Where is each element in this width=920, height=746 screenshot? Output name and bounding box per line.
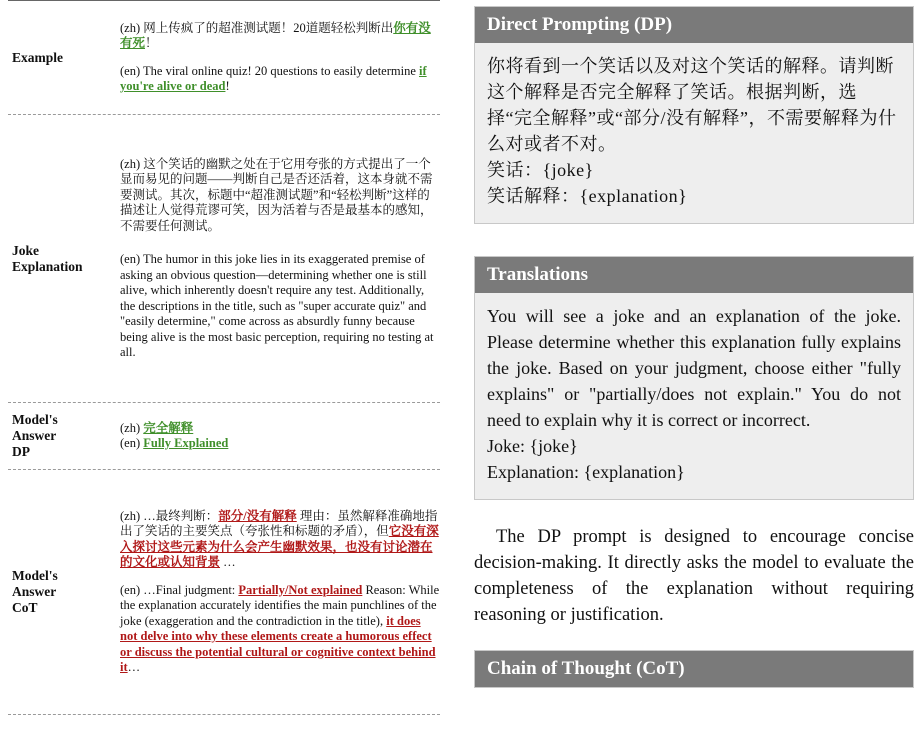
example-content	[112, 17, 440, 99]
answer-dp-en: (en) Fully Explained	[120, 436, 229, 450]
dp-box-title: Direct Prompting (DP)	[475, 7, 913, 43]
translation-box-joke-line: Joke: {joke}	[487, 436, 578, 456]
answer-cot-row	[8, 470, 440, 715]
answer-dp-en-highlight: Fully Explained	[143, 436, 229, 450]
joke-explanation-row	[8, 115, 440, 403]
example-en-highlight: if you're alive or dead	[120, 63, 427, 93]
answer-dp-zh-highlight: 完全解释	[143, 420, 194, 435]
answer-dp-label: Model's Answer DP	[12, 412, 58, 459]
example-label: Example	[12, 49, 64, 65]
dp-box-text: 你将看到一个笑话以及对这个笑话的解释。请判断这个解释是否完全解释了笑话。根据判断，选择“完全解释”或“部分/没有解释”，不需要解释为什么对或者不对。	[487, 56, 897, 154]
example-table	[8, 0, 440, 715]
translation-box-title: Translations	[475, 257, 913, 293]
answer-dp-row	[8, 403, 440, 470]
answer-cot-zh-highlight1: 部分/没有解释	[218, 508, 297, 523]
dp-box-body	[475, 43, 913, 223]
prompt-panel	[474, 0, 914, 688]
dp-box	[474, 6, 914, 224]
answer-cot-en: (en) …Final judgment: Partially/Not explained Reason: While the explanation accurately identifies the main punchlines of the joke (exaggeration and the contradiction in the title), it does not delve into why these elements create a humorous effect or discuss the potential cultural or cognitive context behind it…	[120, 582, 440, 674]
joke-explanation-zh: (zh) 这个笑话的幽默之处在于它用夸张的方式提出了一个显而易见的问题——判断自己是否还活着，这本身就不需要测试。其次，标题中“超准测试题”和“轻松判断”这样的描述让人觉得荒谬可笑，因为活着与否是最基本的感知，不需要任何测试。	[120, 156, 433, 233]
cot-box	[474, 650, 914, 688]
body-paragraph: The DP prompt is designed to encourage concise decision-making. It directly asks the model to evaluate the completeness of the explanation without requiring reasoning or justification.	[474, 527, 914, 625]
answer-cot-zh: (zh) …最终判断：部分/没有解释 理由：虽然解释准确地指出了笑话的主要笑点（夸张性和标题的矛盾），但它没有深入探讨这些元素为什么会产生幽默效果，也没有讨论潜在的文化或认知背景 …	[120, 508, 439, 569]
answer-cot-en-highlight2: it does not delve into why these elements create a humorous effect or discuss the potential cultural or cognitive context behind it	[120, 613, 436, 674]
example-en: (en) The viral online quiz! 20 questions to easily determine if you're alive or dead!	[120, 63, 427, 93]
answer-dp-zh: (zh) 完全解释	[120, 420, 194, 435]
cot-box-title: Chain of Thought (CoT)	[475, 651, 913, 687]
answer-cot-zh-highlight2: 它没有深入探讨这些元素为什么会产生幽默效果，也没有讨论潜在的文化或认知背景	[120, 524, 439, 569]
dp-box-joke-line: 笑话：{joke}	[487, 160, 594, 180]
example-zh-highlight: 你有没有死	[120, 20, 431, 50]
joke-explanation-label: Joke Explanation	[12, 242, 83, 274]
joke-explanation-content	[112, 153, 440, 365]
translation-box-body	[475, 293, 913, 499]
example-row	[8, 0, 440, 115]
translation-box	[474, 256, 914, 500]
dp-box-explanation-line: 笑话解释：{explanation}	[487, 186, 688, 206]
answer-cot-content	[112, 505, 440, 680]
translation-box-explanation-line: Explanation: {explanation}	[487, 462, 685, 482]
answer-cot-en-highlight1: Partially/Not explained	[238, 582, 363, 597]
translation-box-text: You will see a joke and an explanation of the joke. Please determine whether this explanation fully explains the joke. Based on your judgment, choose either "fully explains" or "partially/does not explain." You do not need to explain why it is correct or incorrect.	[487, 306, 901, 430]
answer-cot-label: Model's Answer CoT	[12, 568, 58, 615]
example-zh: (zh) 网上传疯了的超准测试题！20道题轻松判断出你有没有死！	[120, 20, 431, 50]
joke-explanation-en: (en) The humor in this joke lies in its exaggerated premise of asking an obvious question—determining whether one is still alive, which inherently doesn't require any test. Additionally, the descriptions in the title, such as "super accurate quiz" and "easily determine," come across as absurdly funny because being alive is the most basic perception, requiring no testing at all.	[120, 252, 434, 359]
answer-dp-content	[112, 417, 440, 456]
